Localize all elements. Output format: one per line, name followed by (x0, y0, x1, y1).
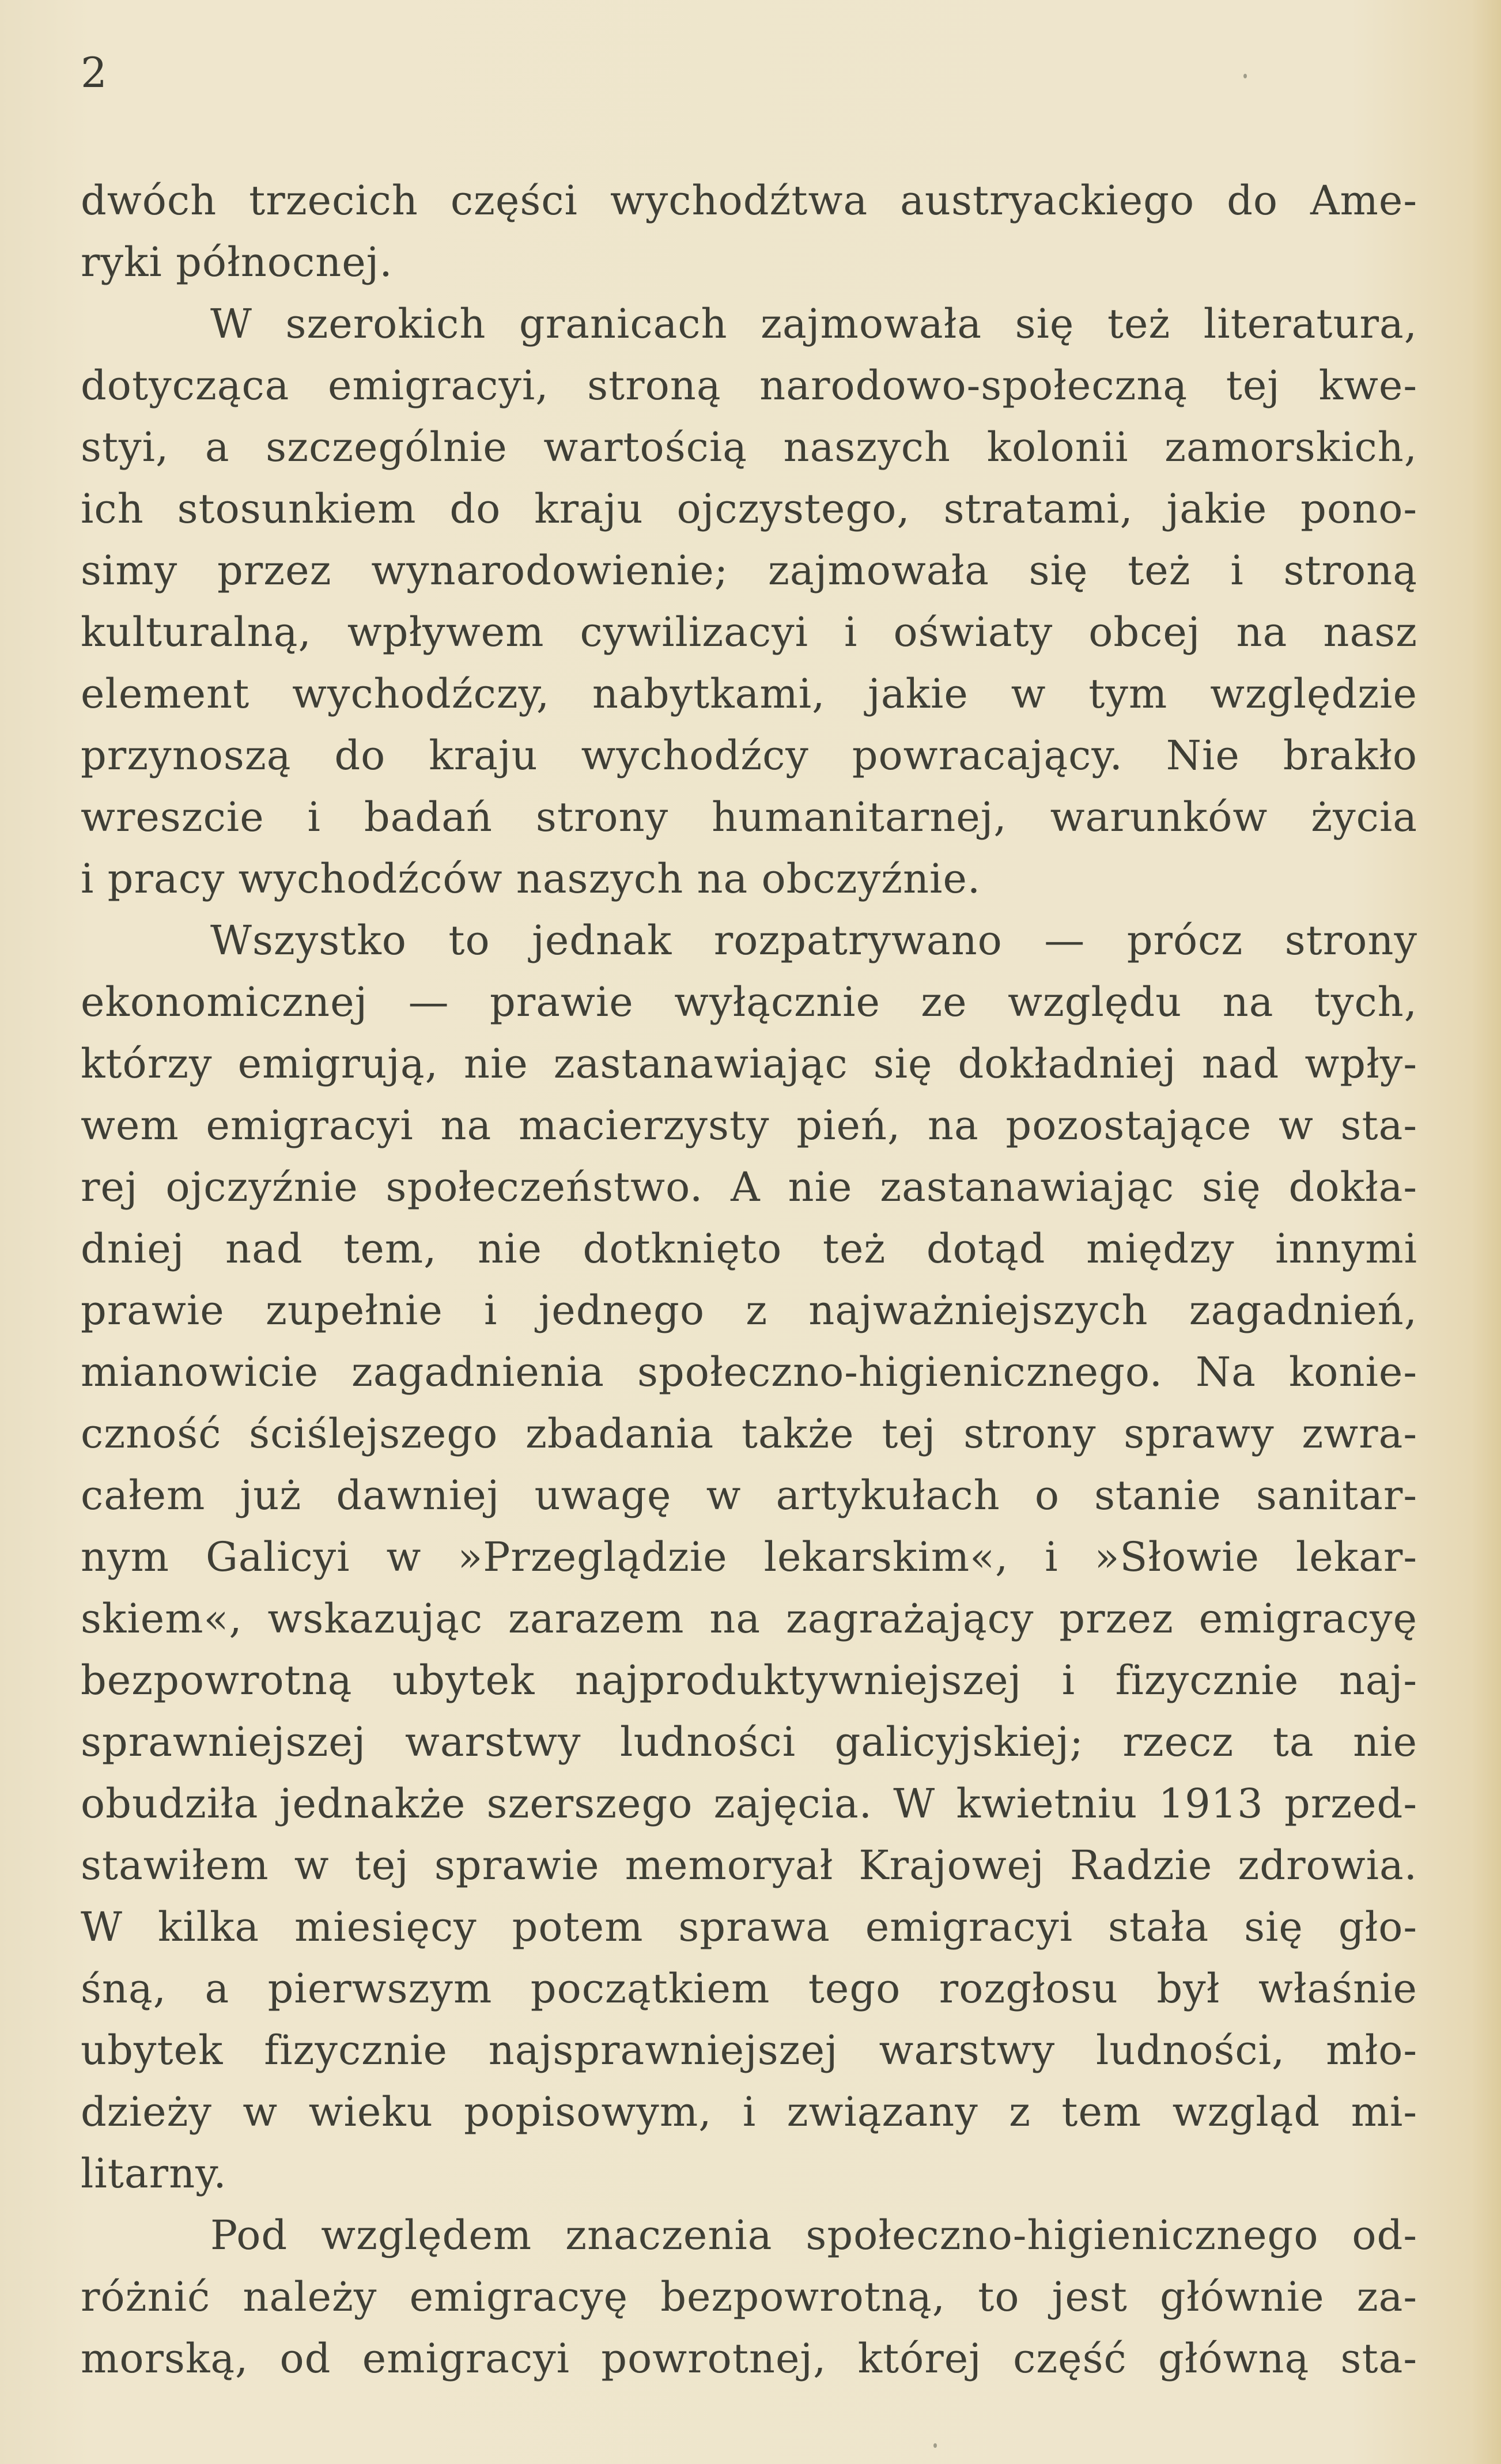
page-number: 2 (81, 48, 107, 97)
text-line: różnić należy emigracyę bezpowrotną, to jest głównie za- (81, 2273, 1417, 2321)
paragraph-first-line: Wszystko to jednak rozpatrywano — prócz strony (210, 917, 1417, 964)
text-line: nym Galicyi w »Przeglądzie lekarskim«, i »Słowie lekar- (81, 1533, 1417, 1581)
text-line: przynoszą do kraju wychodźcy powracający. Nie brakło (81, 732, 1417, 779)
text-line: bezpowrotną ubytek najproduktywniejszej i fizycznie naj- (81, 1657, 1417, 1704)
text-line: rej ojczyźnie społeczeństwo. A nie zastanawiając się dokła- (81, 1163, 1417, 1211)
text-line: ubytek fizycznie najsprawniejszej warstwy ludności, mło- (81, 2027, 1417, 2074)
text-line: wem emigracyi na macierzysty pień, na pozostające w sta- (81, 1102, 1417, 1149)
text-line: ryki północnej. (81, 239, 393, 286)
text-line: styi, a szczególnie wartością naszych kolonii zamorskich, (81, 424, 1417, 471)
text-line: ekonomicznej — prawie wyłącznie ze względu na tych, (81, 978, 1417, 1026)
text-line: sprawniejszej warstwy ludności galicyjskiej; rzecz ta nie (81, 1718, 1417, 1766)
text-line: czność ściślejszego zbadania także tej strony sprawy zwra- (81, 1410, 1417, 1457)
text-line: dzieży w wieku popisowym, i związany z tem wzgląd mi- (81, 2088, 1417, 2136)
text-line: którzy emigrują, nie zastanawiając się dokładniej nad wpły- (81, 1040, 1417, 1087)
text-line: całem już dawniej uwagę w artykułach o stanie sanitar- (81, 1472, 1417, 1519)
text-line: dwóch trzecich części wychodźtwa austryackiego do Ame- (81, 177, 1417, 224)
text-line: i pracy wychodźców naszych na obczyźnie. (81, 855, 981, 902)
text-line: W kilka miesięcy potem sprawa emigracyi stała się gło- (81, 1903, 1417, 1951)
text-line: ich stosunkiem do kraju ojczystego, stratami, jakie pono- (81, 485, 1417, 532)
text-line: wreszcie i badań strony humanitarnej, warunków życia (81, 793, 1417, 841)
paragraph-first-line: W szerokich granicach zajmowała się też literatura, (210, 300, 1417, 347)
text-line: dotycząca emigracyi, stroną narodowo-społeczną tej kwe- (81, 362, 1417, 409)
text-line: dniej nad tem, nie dotknięto też dotąd między innymi (81, 1225, 1417, 1272)
paragraph-first-line: Pod względem znaczenia społeczno-higienicznego od- (210, 2212, 1417, 2259)
body-text (81, 170, 1417, 2390)
printing-speck (1243, 74, 1247, 78)
text-line: litarny. (81, 2150, 227, 2197)
text-line: simy przez wynarodowienie; zajmowała się też i stroną (81, 547, 1417, 594)
text-line: stawiłem w tej sprawie memoryał Krajowej Radzie zdrowia. (81, 1842, 1417, 1889)
text-line: morską, od emigracyi powrotnej, której część główną sta- (81, 2335, 1417, 2382)
text-line: skiem«, wskazując zarazem na zagrażający przez emigracyę (81, 1595, 1417, 1642)
text-line: element wychodźczy, nabytkami, jakie w tym względzie (81, 670, 1417, 717)
printing-speck (933, 2443, 937, 2448)
text-line: kulturalną, wpływem cywilizacyi i oświaty obcej na nasz (81, 609, 1417, 656)
text-line: śną, a pierwszym początkiem tego rozgłosu był właśnie (81, 1965, 1417, 2012)
text-line: mianowicie zagadnienia społeczno-higienicznego. Na konie- (81, 1348, 1417, 1396)
text-line: obudziła jednakże szerszego zajęcia. W kwietniu 1913 przed- (81, 1780, 1417, 1827)
text-line: prawie zupełnie i jednego z najważniejszych zagadnień, (81, 1287, 1417, 1334)
